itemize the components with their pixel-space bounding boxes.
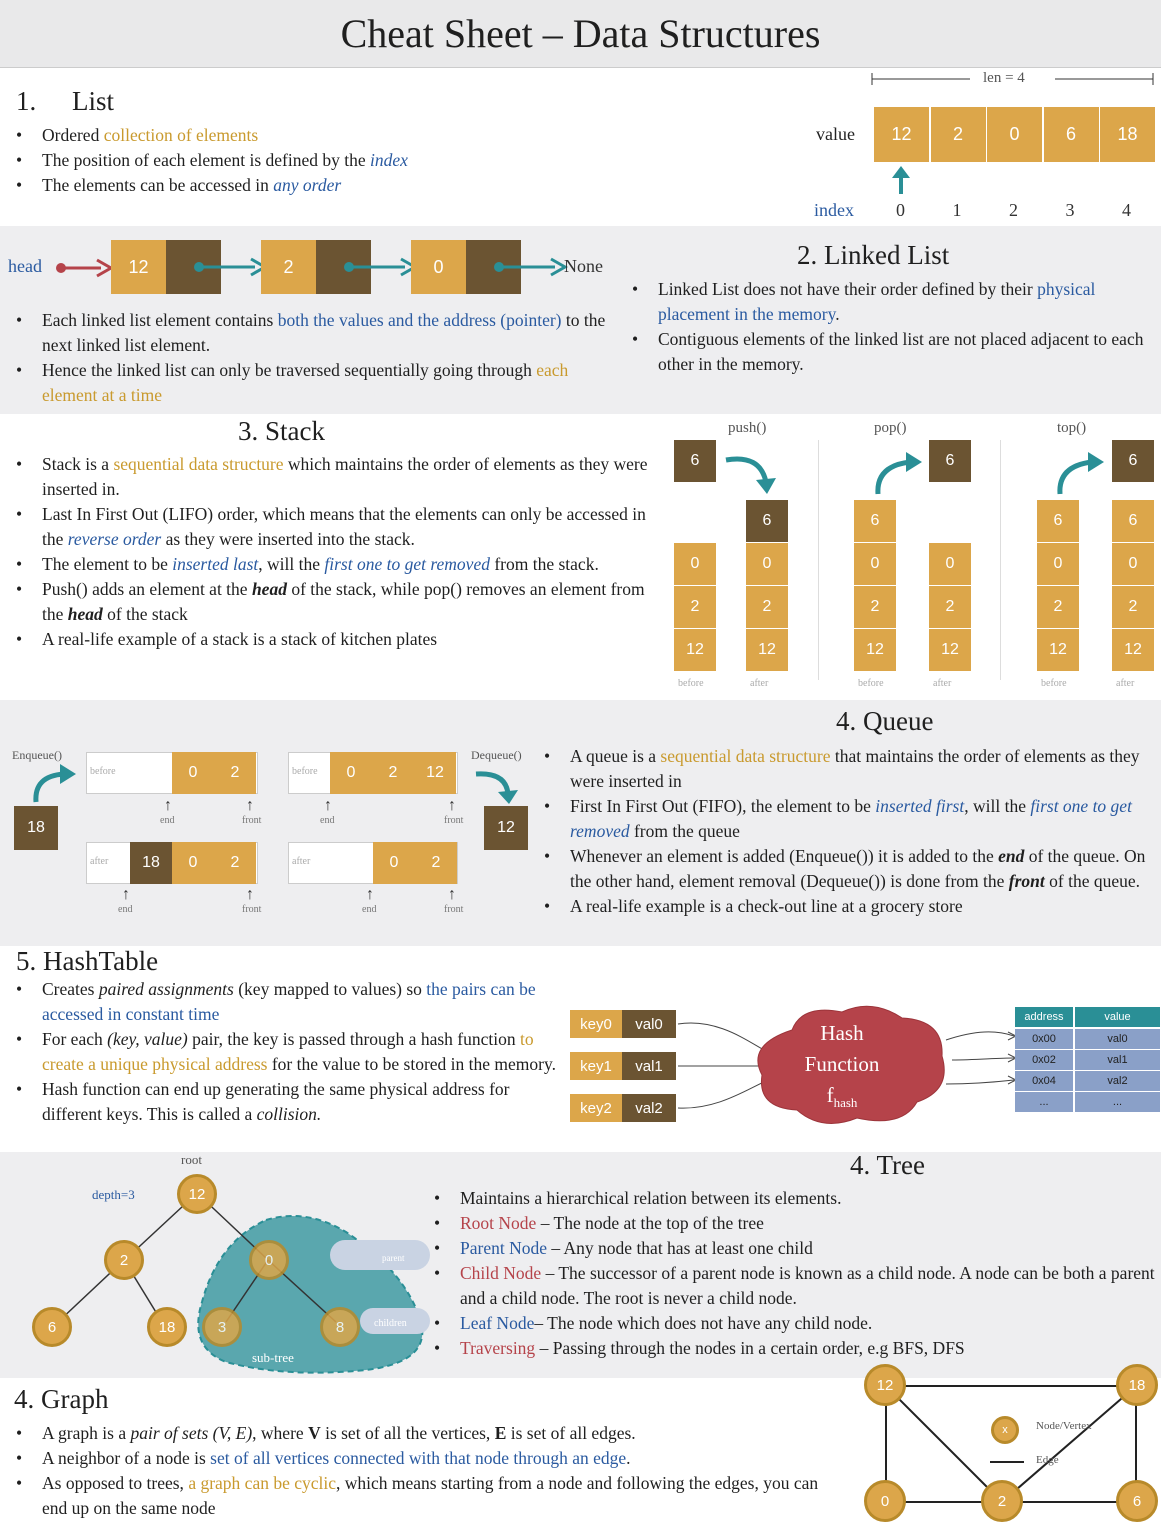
graph-node: 6 bbox=[1116, 1480, 1158, 1522]
stack-cell: 0 bbox=[854, 543, 896, 585]
page-title: Cheat Sheet – Data Structures bbox=[0, 0, 1161, 68]
pop-label: pop() bbox=[874, 420, 907, 436]
hash-value: val1 bbox=[622, 1052, 676, 1080]
graph-node: 0 bbox=[864, 1480, 906, 1522]
stack-top-cell: 6 bbox=[746, 500, 788, 542]
queue-cell: 2 bbox=[372, 752, 414, 794]
table-value: val2 bbox=[1075, 1071, 1160, 1091]
queue-arrow: ↑ bbox=[448, 886, 456, 903]
hash-key: key0 bbox=[570, 1010, 622, 1038]
linked-list-heading: 2. Linked List bbox=[797, 240, 950, 270]
graph-node: 18 bbox=[1116, 1364, 1158, 1406]
enqueue-value: 18 bbox=[14, 806, 58, 850]
queue-cell: 2 bbox=[214, 752, 256, 794]
index-pointer-arrow bbox=[890, 166, 912, 194]
pop-arrow bbox=[870, 452, 926, 496]
parent-tag-label: parent bbox=[382, 1253, 405, 1263]
stack-state-label: after bbox=[933, 678, 952, 689]
divider bbox=[1000, 440, 1001, 680]
depth-label: depth=3 bbox=[92, 1187, 135, 1202]
table-value: ... bbox=[1075, 1092, 1160, 1112]
linked-list-value: 2 bbox=[261, 240, 316, 294]
hash-key: key1 bbox=[570, 1052, 622, 1080]
list-cell: 18 bbox=[1100, 107, 1155, 162]
queue-heading: 4. Queue bbox=[836, 706, 934, 736]
stack-cell: 0 bbox=[1037, 543, 1079, 585]
list-index: 0 bbox=[896, 200, 905, 220]
stack-cell: 12 bbox=[854, 629, 896, 671]
queue-cell: 2 bbox=[214, 842, 256, 884]
list-index: 2 bbox=[1009, 200, 1018, 220]
queue-cell: 0 bbox=[373, 842, 415, 884]
root-label: root bbox=[181, 1152, 202, 1167]
queue-cell: 0 bbox=[172, 842, 214, 884]
divider bbox=[818, 440, 819, 680]
push-label: push() bbox=[728, 420, 767, 436]
queue-arrow: ↑ bbox=[246, 886, 254, 903]
tree-node: 18 bbox=[147, 1307, 187, 1347]
stack-cell: 12 bbox=[929, 629, 971, 671]
queue-state-label: before bbox=[90, 766, 116, 777]
dequeue-label: Dequeue() bbox=[471, 748, 522, 762]
queue-state-label: before bbox=[292, 766, 318, 777]
legend-node: x bbox=[991, 1416, 1019, 1444]
queue-pointer-label: end bbox=[362, 904, 377, 915]
dequeue-arrow bbox=[472, 764, 522, 804]
tree-node: 6 bbox=[32, 1307, 72, 1347]
table-address: ... bbox=[1015, 1092, 1073, 1112]
queue-pointer-label: end bbox=[118, 904, 133, 915]
queue-bullets: • A queue is a sequential data structure that maintains the order of elements as they were inserted in • First In First Out (FIFO), the element to be inserted first, will the first one to get removed from the queue • Whenever an element is added (Enqueue()) it is added to the end of the queue. On the other hand, element removal (Dequeue()) is done from the front of the queue. • A real-life example is a check-out line at a grocery store bbox=[544, 744, 1154, 919]
tree-node: 8 bbox=[320, 1307, 360, 1347]
list-cell: 0 bbox=[987, 107, 1042, 162]
stack-state-label: before bbox=[678, 678, 704, 689]
children-tag-label: children bbox=[374, 1318, 407, 1329]
linked-list-value: 12 bbox=[111, 240, 166, 294]
stack-cell: 2 bbox=[746, 586, 788, 628]
push-arrow bbox=[724, 452, 780, 496]
queue-arrow: ↑ bbox=[324, 797, 332, 814]
table-address: 0x02 bbox=[1015, 1050, 1073, 1070]
table-header-value: value bbox=[1075, 1007, 1160, 1027]
tree-bullets: • Maintains a hierarchical relation between its elements. • Root Node – The node at the top of the tree • Parent Node – Any node that has at least one child • Child Node – The successor of a parent node is known as a child node. A node can be both a parent and a child node. The root is never a child node. • Leaf Node– The node which does not have any child node. • Traversing – Passing through the nodes in a certain order, e.g BFS, DFS bbox=[434, 1186, 1156, 1361]
tree-heading: 4. Tree bbox=[850, 1150, 926, 1180]
hash-value: val2 bbox=[622, 1094, 676, 1122]
stack-cell: 12 bbox=[1112, 629, 1154, 671]
linked-list-value: 0 bbox=[411, 240, 466, 294]
linked-list-bullets-left: • Each linked list element contains both the values and the address (pointer) to the next linked list element. • Hence the linked list can only be traversed sequentially going through each element at a time bbox=[16, 308, 616, 408]
table-address: 0x00 bbox=[1015, 1029, 1073, 1049]
list-index: 3 bbox=[1065, 200, 1075, 220]
tree-node: 3 bbox=[202, 1307, 242, 1347]
popped-element: 6 bbox=[929, 440, 971, 482]
legend-vertex-label: Node/Vertex bbox=[1036, 1420, 1092, 1432]
stack-state-label: after bbox=[750, 678, 769, 689]
graph-node: 2 bbox=[981, 1480, 1023, 1522]
hashtable-bullets: • Creates paired assignments (key mapped to values) so the pairs can be accessed in constant time • For each (key, value) pair, the key is passed through a hash function to create a unique physical address for the value to be stored in the memory. • Hash function can end up generating the same physical address for different keys. This is called a collision. bbox=[16, 977, 571, 1127]
stack-cell: 2 bbox=[1112, 586, 1154, 628]
stack-cell: 6 bbox=[854, 500, 896, 542]
queue-arrow: ↑ bbox=[366, 886, 374, 903]
stack-state-label: before bbox=[1041, 678, 1067, 689]
pointer-arrow bbox=[493, 257, 573, 277]
queue-state-label: after bbox=[292, 856, 311, 867]
table-address: 0x04 bbox=[1015, 1071, 1073, 1091]
table-value: val1 bbox=[1075, 1050, 1160, 1070]
queue-cell: 18 bbox=[130, 842, 172, 884]
dequeue-value: 12 bbox=[484, 806, 528, 850]
list-cell: 12 bbox=[874, 107, 929, 162]
stack-cell: 12 bbox=[1037, 629, 1079, 671]
stack-new-element: 6 bbox=[674, 440, 716, 482]
stack-cell: 0 bbox=[674, 543, 716, 585]
list-heading-number: 1. bbox=[16, 86, 37, 116]
queue-arrow: ↑ bbox=[448, 797, 456, 814]
queue-pointer-label: end bbox=[320, 815, 335, 826]
list-cell: 6 bbox=[1044, 107, 1099, 162]
graph-node: 12 bbox=[864, 1364, 906, 1406]
stack-cell: 2 bbox=[854, 586, 896, 628]
stack-cell: 0 bbox=[929, 543, 971, 585]
graph-heading: 4. Graph bbox=[14, 1384, 109, 1414]
queue-cell: 0 bbox=[172, 752, 214, 794]
table-value: val0 bbox=[1075, 1029, 1160, 1049]
queue-cell: 2 bbox=[415, 842, 457, 884]
top-arrow bbox=[1052, 452, 1108, 496]
stack-cell: 6 bbox=[1037, 500, 1079, 542]
queue-pointer-label: front bbox=[444, 815, 464, 826]
tree-node: 2 bbox=[104, 1240, 144, 1280]
list-cell: 2 bbox=[931, 107, 986, 162]
enqueue-arrow bbox=[30, 764, 80, 804]
tree-node: 0 bbox=[249, 1240, 289, 1280]
hash-value: val0 bbox=[622, 1010, 676, 1038]
stack-cell: 0 bbox=[1112, 543, 1154, 585]
queue-pointer-label: front bbox=[444, 904, 464, 915]
linked-list-bullets-right: • Linked List does not have their order defined by their physical placement in the memory. • Contiguous elements of the linked list are not placed adjacent to each other in the memory. bbox=[632, 277, 1157, 377]
stack-bullets: • Stack is a sequential data structure which maintains the order of elements as they were inserted in. • Last In First Out (LIFO) order, which means that the elements can only be accessed in the reverse order as they were inserted into the stack. • The element to be inserted last, will the first one to get removed from the stack. • Push() adds an element at the head of the stack, while pop() removes an element from the head of the stack • A real-life example of a stack is a stack of kitchen plates bbox=[16, 452, 666, 652]
table-header-address: address bbox=[1015, 1007, 1073, 1027]
head-arrow bbox=[55, 258, 115, 278]
list-index: 4 bbox=[1122, 200, 1131, 220]
stack-state-label: after bbox=[1116, 678, 1135, 689]
index-label: index bbox=[814, 200, 854, 220]
queue-arrow: ↑ bbox=[164, 797, 172, 814]
list-bullets: • Ordered collection of elements • The position of each element is defined by the index • The elements can be accessed in any order bbox=[16, 123, 576, 198]
stack-cell: 2 bbox=[1037, 586, 1079, 628]
len-label: len = 4 bbox=[983, 70, 1025, 86]
queue-cell: 12 bbox=[414, 752, 456, 794]
queue-cell: 0 bbox=[330, 752, 372, 794]
graph-bullets: • A graph is a pair of sets (V, E), where V is set of all the vertices, E is set of all edges. • A neighbor of a node is set of all vertices connected with that node through an edge. • As opposed to trees, a graph can be cyclic, which means starting from a node and following the edges, you can end up on the same node bbox=[16, 1421, 836, 1521]
queue-pointer-label: end bbox=[160, 815, 175, 826]
queue-arrow: ↑ bbox=[246, 797, 254, 814]
stack-state-label: before bbox=[858, 678, 884, 689]
head-label: head bbox=[8, 256, 42, 276]
queue-pointer-label: front bbox=[242, 815, 262, 826]
list-heading: List bbox=[72, 86, 115, 116]
stack-cell: 2 bbox=[929, 586, 971, 628]
none-label: None bbox=[564, 256, 603, 276]
queue-arrow: ↑ bbox=[122, 886, 130, 903]
stack-cell: 2 bbox=[674, 586, 716, 628]
queue-pointer-label: front bbox=[242, 904, 262, 915]
stack-heading: 3. Stack bbox=[238, 416, 325, 446]
enqueue-label: Enqueue() bbox=[12, 748, 62, 762]
stack-cell: 12 bbox=[674, 629, 716, 671]
stack-cell: 6 bbox=[1112, 500, 1154, 542]
subtree-label: sub-tree bbox=[252, 1350, 294, 1365]
hash-function-label: Hash Function $f_{hash}$ bbox=[804, 1021, 880, 1111]
legend-edge-label: Edge bbox=[1036, 1454, 1059, 1466]
hash-key: key2 bbox=[570, 1094, 622, 1122]
top-element: 6 bbox=[1112, 440, 1154, 482]
stack-cell: 0 bbox=[746, 543, 788, 585]
tree-node: 12 bbox=[177, 1174, 217, 1214]
stack-cell: 12 bbox=[746, 629, 788, 671]
list-index: 1 bbox=[952, 200, 962, 220]
top-label: top() bbox=[1057, 420, 1087, 436]
value-label: value bbox=[816, 124, 855, 144]
queue-state-label: after bbox=[90, 856, 109, 867]
hashtable-heading: 5. HashTable bbox=[16, 946, 159, 976]
